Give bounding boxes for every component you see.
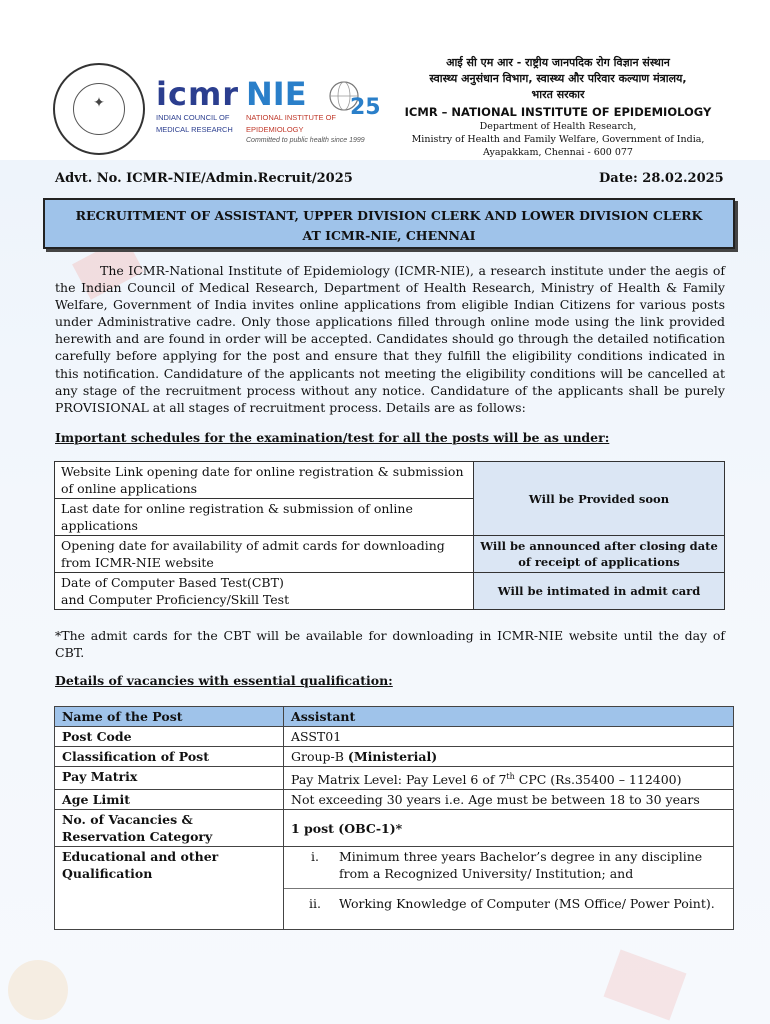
schedule-value: Will be intimated in admit card	[474, 573, 725, 610]
age-limit-label: Age Limit	[55, 790, 284, 810]
schedule-label: Website Link opening date for online registration & submission of online applications	[55, 462, 474, 499]
schedule-value: Will be Provided soon	[474, 462, 725, 536]
schedule-label: Opening date for availability of admit cards for downloading from ICMR-NIE website	[55, 536, 474, 573]
schedule-table	[54, 461, 725, 610]
list-item: i. Minimum three years Bachelor’s degree in any discipline from a Recognized University/ Institution; and	[311, 849, 703, 882]
admit-card-note: *The admit cards for the CBT will be available for downloading in ICMR-NIE website until the day of CBT.	[55, 628, 725, 660]
hindi-ministry: स्वास्थ्य अनुसंधान विभाग, स्वास्थ्य और परिवार कल्याण मंत्रालय,	[429, 72, 687, 85]
classification-value: Group-B (Ministerial)	[284, 747, 734, 767]
table-row	[55, 767, 734, 790]
25-years-anniversary-logo	[328, 78, 386, 126]
title-line-2: AT ICMR-NIE, CHENNAI	[302, 228, 476, 243]
address-line: Ayapakkam, Chennai - 600 077	[483, 147, 633, 158]
notice-date: Date: 28.02.2025	[599, 171, 724, 186]
post-code-label: Post Code	[55, 727, 284, 747]
vacancies-value: 1 post (OBC-1)*	[284, 810, 734, 847]
anniversary-number: 25	[350, 95, 381, 120]
table-row	[55, 462, 725, 499]
pay-matrix-value: Pay Matrix Level: Pay Level 6 of 7th CPC (Rs.35400 – 112400)	[284, 767, 734, 790]
schedule-heading: Important schedules for the examination/test for all the posts will be as under:	[55, 430, 610, 445]
classification-label: Classification of Post	[55, 747, 284, 767]
divider	[284, 888, 733, 889]
table-row	[55, 847, 734, 930]
institute-name: ICMR – NATIONAL INSTITUTE OF EPIDEMIOLOGY	[404, 105, 712, 119]
table-row	[55, 810, 734, 847]
advertisement-number: Advt. No. ICMR-NIE/Admin.Recruit/2025	[55, 171, 353, 186]
pay-matrix-label: Pay Matrix	[55, 767, 284, 790]
table-row	[55, 536, 725, 573]
table-row	[55, 790, 734, 810]
post-code-value: ASST01	[284, 727, 734, 747]
list-item: ii. Working Knowledge of Computer (MS Office/ Power Point).	[309, 896, 715, 912]
title-line-1: RECRUITMENT OF ASSISTANT, UPPER DIVISION CLERK AND LOWER DIVISION CLERK	[75, 208, 703, 223]
qualification-value	[284, 847, 734, 930]
vacancy-heading: Details of vacancies with essential qualification:	[55, 673, 393, 688]
table-row	[55, 573, 725, 610]
schedule-label: Date of Computer Based Test(CBT) and Computer Proficiency/Skill Test	[55, 573, 474, 610]
post-name-label: Name of the Post	[55, 707, 284, 727]
nie-logo: NIE NATIONAL INSTITUTE OF EPIDEMIOLOGY Committed to public health since 1999	[246, 75, 365, 144]
post-name-value: Assistant	[284, 707, 734, 727]
ministry-line: Ministry of Health and Family Welfare, Government of India,	[411, 134, 705, 145]
table-row	[55, 727, 734, 747]
vacancies-label: No. of Vacancies & Reservation Category	[55, 810, 284, 847]
qualification-label: Educational and other Qualification	[55, 847, 284, 930]
department-line: Department of Health Research,	[479, 121, 637, 132]
vacancy-table	[54, 706, 734, 930]
hindi-government: भारत सरकार	[531, 88, 585, 101]
hindi-title: आई सी एम आर - राष्ट्रीय जानपदिक रोग विज्ञान संस्थान	[446, 56, 670, 69]
schedule-value: Will be announced after closing date of receipt of applications	[474, 536, 725, 573]
icmr-logo: icmr INDIAN COUNCIL OF MEDICAL RESEARCH	[156, 75, 240, 134]
intro-paragraph: The ICMR-National Institute of Epidemiology (ICMR-NIE), a research institute under the aegis of the Indian Council of Medical Research, Department of Health Research, Ministry of Health & Family Welfare, Government of India invites online applications from eligible Indian Citizens for various posts under Administrative cadre. Only those applications filled through online mode using the link provided herewith and are found in order will be accepted. Candidates should go through the detailed notification carefully before applying for the post and ensure that they fulfill the eligibility conditions indicated in this notification. Candidature of the applicants not meeting the eligibility conditions will be cancelled at any stage of the recruitment process without any notice. Candidature of the applicants shall be purely PROVISIONAL at all stages of recruitment process. Details are as follows:	[55, 263, 725, 415]
recruitment-title-box	[43, 198, 735, 249]
table-row	[55, 747, 734, 767]
age-limit-value: Not exceeding 30 years i.e. Age must be between 18 to 30 years	[284, 790, 734, 810]
table-row	[55, 707, 734, 727]
schedule-label: Last date for online registration & submission of online applications	[55, 499, 474, 536]
icmr-emblem-logo: ✦	[53, 63, 145, 155]
institute-header	[388, 55, 728, 159]
